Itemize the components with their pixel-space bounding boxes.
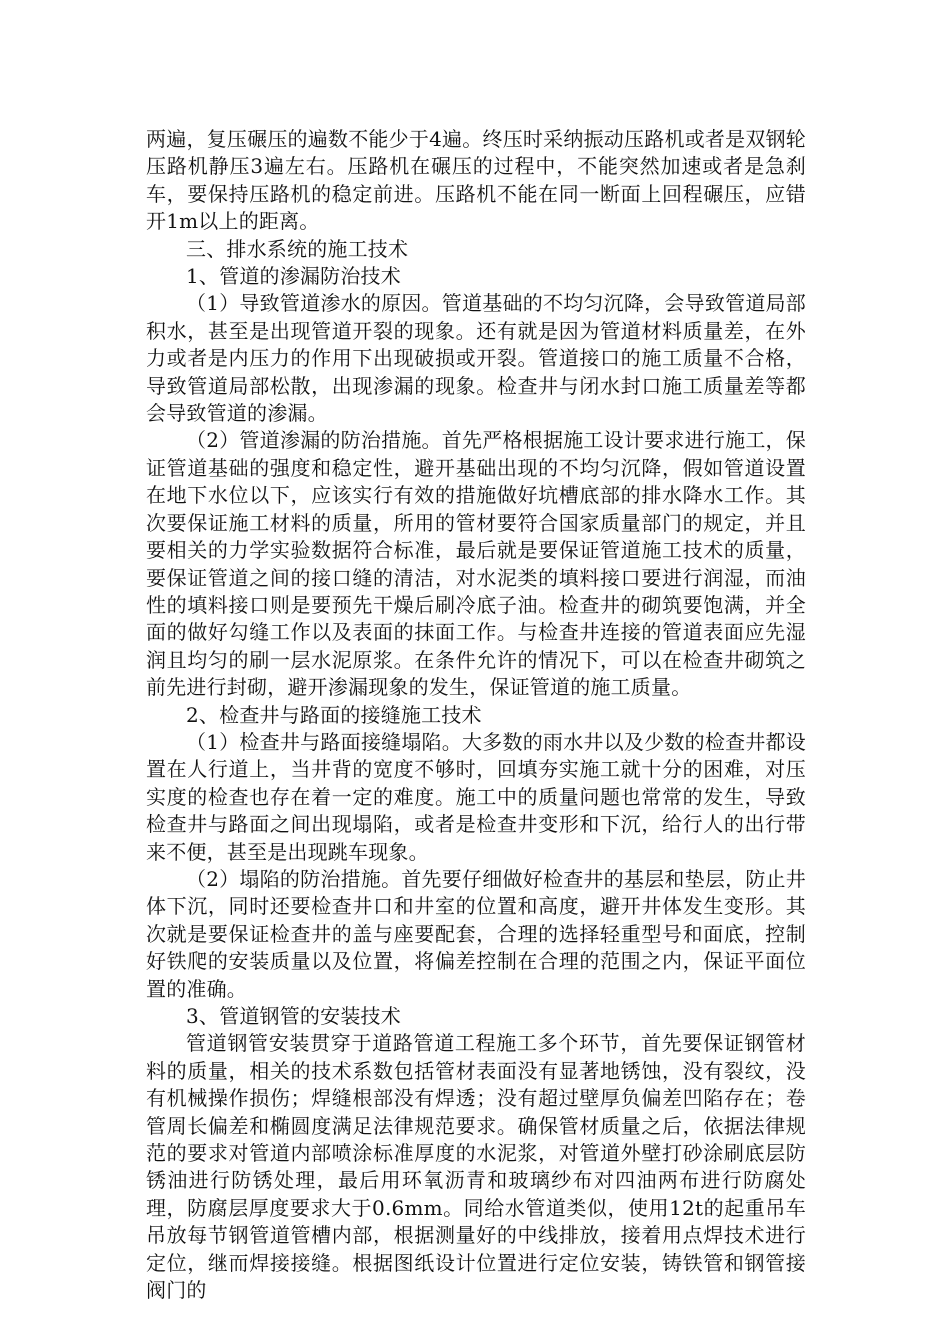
paragraph-compaction-continued: 两遍，复压碾压的遍数不能少于4遍。终压时采纳振动压路机或者是双钢轮压路机静压3遍左右。压路机在碾压的过程中，不能突然加速或者是急刹车，要保持压路机的稳定前进。压路机不能在同一断面上回程碾压，应错开1m以上的距离。 [146,127,806,234]
section-heading-drainage: 三、排水系统的施工技术 [186,236,409,261]
subheading-leakage-prevention: 1、管道的渗漏防治技术 [186,264,401,289]
subheading-steel-pipe-installation: 3、管道钢管的安装技术 [186,1004,401,1028]
subheading-manhole-joint: 2、检查井与路面的接缝施工技术 [186,702,482,727]
paragraph-steel-pipe-installation: 管道钢管安装贯穿于道路管道工程施工多个环节，首先要保证钢管材料的质量，相关的技术系数包括管材表面没有显著地锈蚀，没有裂纹，没有机械操作损伤；焊缝根部没有焊透；没有超过壁厚负偏差凹陷存在；卷管周长偏差和椭圆度满足法律规范要求。确保管材质量之后，依据法律规范的要求对管道内部喷涂标准厚度的水泥浆，对管道外壁打砂涂刷底层防锈油进行防锈处理，最后用环氧沥青和玻璃纱布对四油两布进行防腐处理，防腐层厚度要求大于0.6mm。同给水管道类似，使用12t的起重吊车吊放每节钢管道管槽内部，根据测量好的中线排放，接着用点焊技术进行定位，继而焊接接缝。根据图纸设计位置进行定位安装，铸铁管和钢管接阀门的 [146,1031,806,1303]
paragraph-leakage-measures: （2）管道渗漏的防治措施。首先严格根据施工设计要求进行施工，保证管道基础的强度和稳定性，避开基础出现的不均匀沉降，假如管道设置在地下水位以下，应该实行有效的措施做好坑槽底部的排水降水工作。其次要保证施工材料的质量，所用的管材要符合国家质量部门的规定，并且要相关的力学实验数据符合标准，最后就是要保证管道施工技术的质量，要保证管道之间的接口缝的清洁，对水泥类的填料接口要进行润湿，而油性的填料接口则是要预先干燥后刷冷底子油。检查井的砌筑要饱满，并全面的做好勾缝工作以及表面的抹面工作。与检查井连接的管道表面应先湿润且均匀的刷一层水泥原浆。在条件允许的情况下，可以在检查井砌筑之前先进行封砌，避开渗漏现象的发生，保证管道的施工质量。 [146,428,806,700]
paragraph-joint-collapse: （1）检查井与路面接缝塌陷。大多数的雨水井以及少数的检查井都设置在人行道上，当井背的宽度不够时，回填夯实施工就十分的困难，对压实度的检查也存在着一定的难度。施工中的质量问题也常常的发生，导致检查井与路面之间出现塌陷，或者是检查井变形和下沉，给行人的出行带来不便，甚至是出现跳车现象。 [146,729,806,864]
paragraph-leakage-causes: （1）导致管道渗水的原因。管道基础的不均匀沉降，会导致管道局部积水，甚至是出现管道开裂的现象。还有就是因为管道材料质量差，在外力或者是内压力的作用下出现破损或开裂。管道接口的施工质量不合格，导致管道局部松散，出现渗漏的现象。检查井与闭水封口施工质量差等都会导致管道的渗漏。 [146,291,806,426]
paragraph-collapse-measures: （2）塌陷的防治措施。首先要仔细做好检查井的基层和垫层，防止井体下沉，同时还要检查井口和井室的位置和高度，避开井体发生变形。其次就是要保证检查井的盖与座要配套，合理的选择轻重型号和面底，控制好铁爬的安装质量以及位置，将偏差控制在合理的范围之内，保证平面位置的准确。 [146,866,806,1001]
document-page [146,126,806,1304]
